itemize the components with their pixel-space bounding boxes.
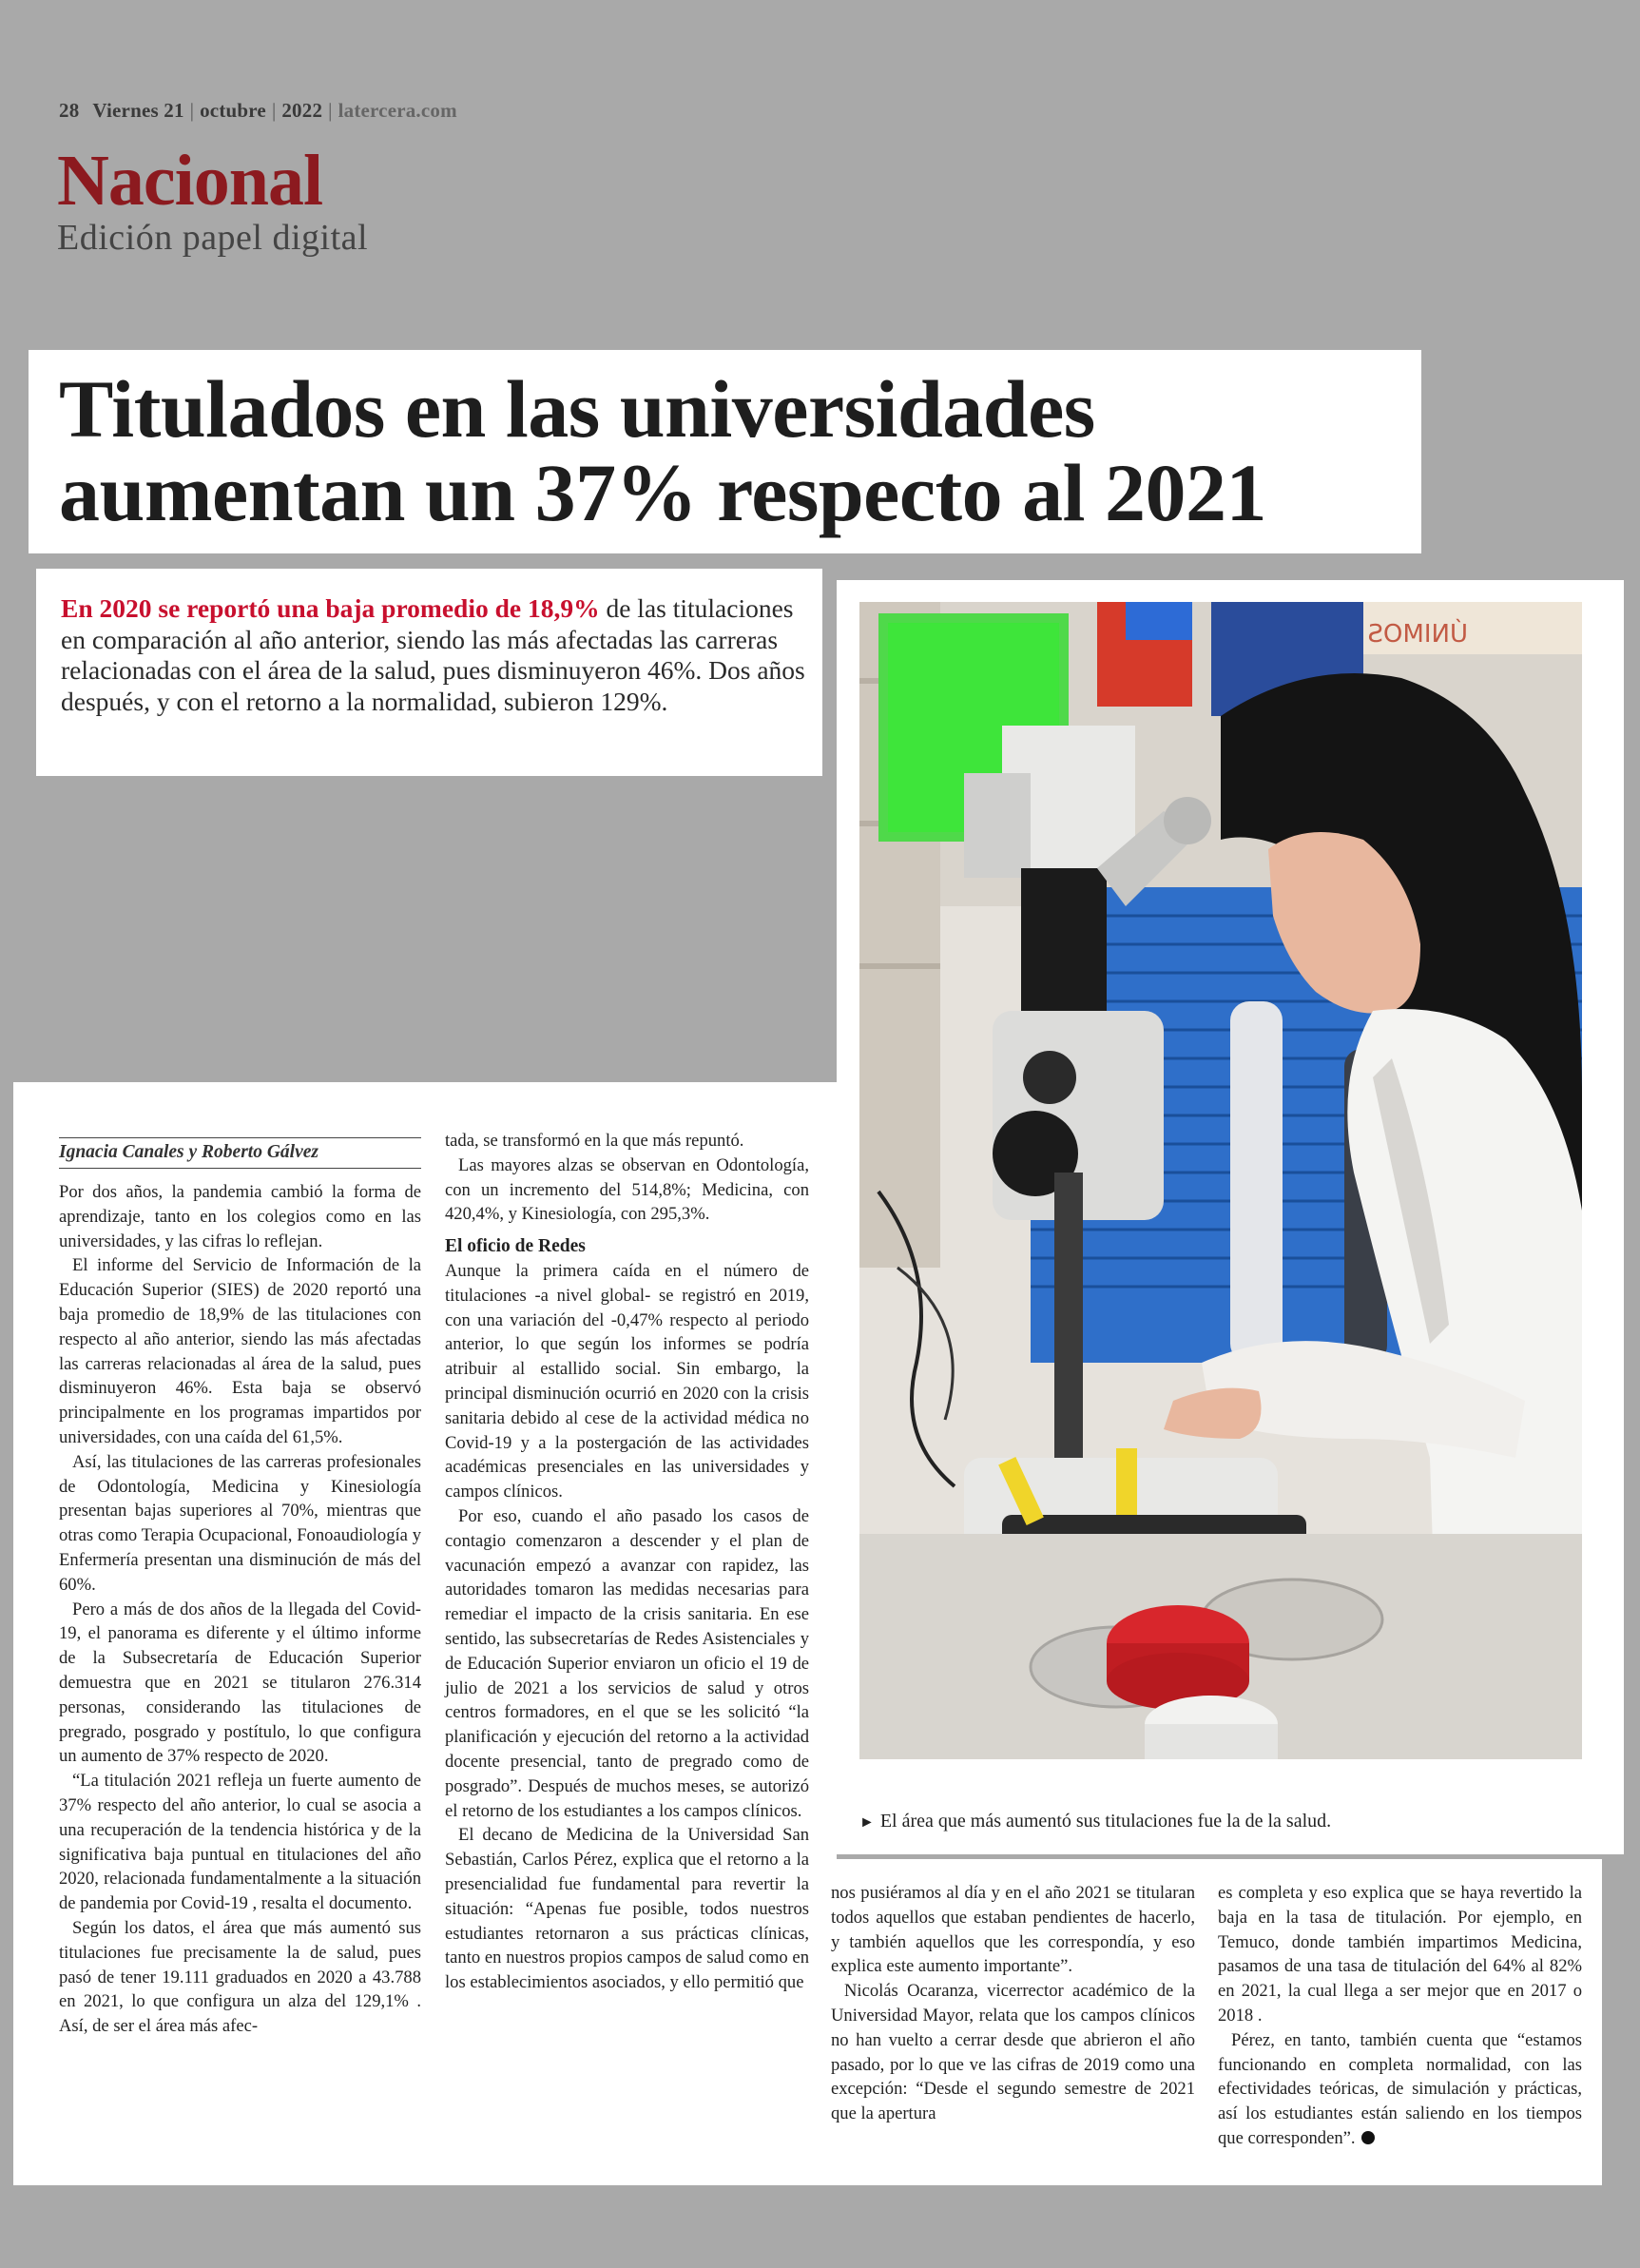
caption-text: El área que más aumentó sus titulaciones fue la de la salud. [879, 1811, 1332, 1832]
site-link[interactable]: latercera.com [338, 99, 457, 122]
lead-paragraph [61, 593, 812, 717]
paragraph: Según los datos, el área que más aumentó sus titulaciones fue precisamente la de salud, pues pasó de tener 19.111 graduados en 2020 a 43.788 en 2021, lo que configura un alza del 129,1% . Así, de ser el área más afec- [59, 1917, 421, 2037]
date-month: octubre [200, 99, 266, 122]
paragraph: “La titulación 2021 refleja un fuerte aumento de 37% respecto del año anterior, lo cual se asocia a una recuperación de la tendencia histórica y de la significativa baja puntual en titulaciones del año 2020, relacionada fundamentalmente a la situación de pandemia por Covid-19 , resalta el documento. [59, 1771, 421, 1914]
photo-caption [859, 1811, 1331, 1832]
paragraph: Por dos años, la pandemia cambió la forma de aprendizaje, tanto en los colegios como en las universidades, y las cifras lo reflejan. [59, 1182, 421, 1251]
headline-line-2: aumentan un 37% respecto al 2021 [59, 447, 1267, 538]
paragraph: Por eso, cuando el año pasado los casos de contagio comenzaron a descender y el plan de vacunación empezó a avanzar con rapidez, las autoridades tomaron las medidas necesarias para remediar el impacto de la crisis sanitaria. En ese sentido, las subsecretarías de Redes Asistenciales y de Educación Superior enviaron un oficio el 19 de julio de 2021 a los servicios de salud y otros centros formadores, en el que se les solicitó “la planificación y ejecución del retorno a la actividad docente presencial, tanto de pregrado como de posgrado”. Después de muchos meses, se autorizó el retorno de los estudiantes a los campos clínicos. [445, 1505, 809, 1821]
date-day: Viernes 21 [92, 99, 184, 122]
headline-line-1: Titulados en las universidades [59, 363, 1095, 455]
column-1 [59, 1180, 421, 2039]
page-folio: 28 Viernes 21 | octubre | 2022 | latercera.com [59, 99, 457, 122]
paragraph: es completa y eso explica que se haya revertido la baja en la tasa de titulación. Por ejemplo, en Temuco, donde también impartimos Medicina, pasamos de una tasa de titulación del 64% al 82% en 2021, la cual llega a ser mejor que en 2017 o 2018 . [1218, 1883, 1582, 2026]
paragraph: tada, se transformó en la que más repuntó. [445, 1131, 744, 1151]
column-4 [1218, 1881, 1582, 2151]
lead-highlight: En 2020 se reportó una baja promedio de 18,9% [61, 593, 600, 623]
paragraph: Así, las titulaciones de las carreras profesionales de Odontología, Medicina y Kinesiología presentan bajas superiores al 70%, mientras que otras como Terapia Ocupacional, Fonoaudiología y Enfermería presentan una disminución de más del 60%. [59, 1451, 421, 1595]
paragraph: Aunque la primera caída en el número de titulaciones -a nivel global- se registró en 2019, con una variación del -0,47% respecto al periodo anterior, lo que según los informes se podría atribuir al estallido social. Sin embargo, la principal disminución ocurrió en 2020 con la crisis sanitaria debido al cese de la actividad médica no Covid-19 y a la postergación de las actividades académicas presenciales en las universidades y campos clínicos. [445, 1260, 809, 1502]
byline: Ignacia Canales y Roberto Gálvez [59, 1137, 421, 1169]
edition-label: Edición papel digital [57, 218, 369, 258]
caption-arrow-icon: ► [859, 1814, 875, 1831]
section-title: Nacional [57, 141, 323, 221]
date-year: 2022 [281, 99, 323, 122]
headline [59, 363, 1409, 538]
paragraph: El decano de Medicina de la Universidad San Sebastián, Carlos Pérez, explica que el retorno a la presencialidad fue fundamental para revertir la situación: “Apenas fue posible, todos nuestros estudiantes retornaron a sus prácticas clínicas, tanto en nuestros propios campos de salud como en los establecimientos asociados, y ello permitió que [445, 1825, 809, 1993]
page-number: 28 [59, 99, 80, 122]
paragraph [1218, 2028, 1582, 2151]
lead-text: de las titulaciones en comparación al año anterior, siendo las más afectadas las carreras relacionadas con el área de la salud, pues disminuyeron 46%. Dos años después, y con el retorno a la normalidad, subieron 129%. [61, 593, 805, 716]
paragraph: nos pusiéramos al día y en el año 2021 se titularan todos aquellos que estaban pendientes de hacerlo, y también aquellos que les correspondía, y eso explica este aumento importante”. [831, 1883, 1195, 1977]
column-3 [831, 1881, 1195, 2126]
paragraph: Pero a más de dos años de la llegada del Covid-19, el panorama es diferente y el último informe de la Subsecretaría de Educación Superior demuestra que en 2021 se titularon 276.314 personas, considerando las titulaciones de pregrado, posgrado y postítulo, lo que configura un aumento de 37% respecto de 2020. [59, 1599, 421, 1767]
paragraph: El informe del Servicio de Información de la Educación Superior (SIES) de 2020 reportó una baja promedio de 18,9% de las titulaciones con respecto al año anterior, siendo las más afectadas las carreras relacionadas al área de la salud, pues disminuyeron 46%. Esta baja se observó principalmente en los programas impartidos por universidades, con una caída del 61,5%. [59, 1255, 421, 1447]
paragraph: Nicolás Ocaranza, vicerrector académico de la Universidad Mayor, relata que los campos clínicos no han vuelto a cerrar desde que abrieron el año pasado, por lo que ve las cifras de 2019 como una excepción: “Desde el segundo semestre de 2021 que la apertura [831, 1981, 1195, 2124]
end-mark-icon [1361, 2131, 1375, 2144]
subheading: El oficio de Redes [445, 1236, 586, 1257]
closing-text: Pérez, en tanto, también cuenta que “estamos funcionando en completa normalidad, con las efectividades teóricas, de simulación y prácticas, así los estudiantes están saliendo en los tiempos que corresponden”. [1218, 2029, 1582, 2148]
column-2 [445, 1129, 809, 1995]
paragraph: Las mayores alzas se observan en Odontología, con un incremento del 514,8%; Medicina, con 420,4%, y Kinesiología, con 295,3%. [445, 1154, 809, 1225]
svg-text:ÚNIMOS: ÚNIMOS [1367, 620, 1468, 649]
lab-photo [859, 602, 1582, 1759]
